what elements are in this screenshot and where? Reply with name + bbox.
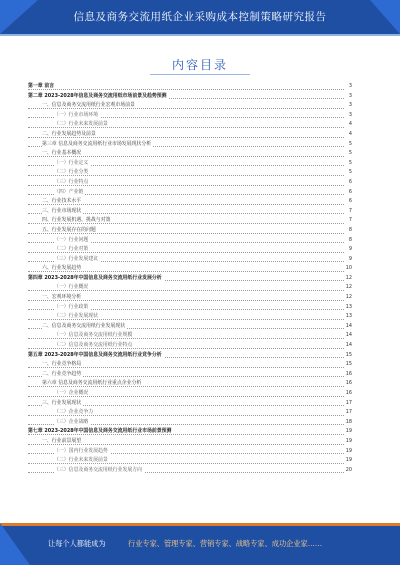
toc-entry-page: 8	[347, 226, 352, 236]
toc-entry[interactable]	[28, 322, 352, 332]
toc-entry-page: 3	[347, 111, 352, 121]
toc-dot-leader	[28, 290, 344, 291]
toc-dot-leader	[28, 434, 344, 435]
toc-dot-leader	[28, 175, 344, 176]
toc-entry-page: 5	[347, 140, 352, 150]
toc-entry-label: 一、宏观环境分析	[42, 294, 82, 301]
toc-entry-page: 6	[347, 178, 352, 188]
toc-entry-label: 六、行业发展趋势	[42, 265, 82, 272]
toc-entry-page: 15	[344, 360, 352, 370]
toc-entry-page: 19	[344, 437, 352, 447]
toc-entry-page: 5	[347, 159, 352, 169]
toc-entry[interactable]	[28, 341, 352, 351]
toc-entry[interactable]	[28, 82, 352, 92]
toc-entry-page: 19	[344, 447, 352, 457]
toc-entry-label: 第四章 2023-2028年中国信息及商务交流用纸行业发展分析	[28, 274, 162, 281]
toc-entry[interactable]	[28, 92, 352, 102]
toc-entry-page: 10	[344, 264, 352, 274]
toc-entry-page: 17	[344, 399, 352, 409]
toc-entry-label: 二、信息及商务交流用纸行业发展现状	[42, 322, 126, 329]
toc-entry[interactable]	[28, 456, 352, 466]
toc-entry[interactable]	[28, 331, 352, 341]
toc-entry-label: （二）行业未来发展前景	[54, 121, 108, 128]
toc-entry-page: 19	[344, 456, 352, 466]
toc-entry-label: 第三章 信息及商务交流用纸行业市场发展现状分析	[42, 140, 152, 147]
toc-entry-label: （一）企业概况	[54, 390, 89, 396]
header-underline	[0, 34, 400, 36]
toc-entry[interactable]	[28, 264, 352, 274]
toc-entry-page: 12	[344, 274, 352, 284]
toc-entry-label: 四、行业发展机遇、挑战与对策	[42, 217, 111, 224]
toc-entry-label: （三）信息及商务交流用纸行业发展方向	[54, 466, 143, 473]
toc-entry[interactable]	[28, 408, 352, 418]
toc-entry[interactable]	[28, 236, 352, 246]
toc-entry-label: 第六章 信息及商务交流用纸行业重点企业分析	[42, 380, 142, 387]
toc-entry[interactable]	[28, 312, 352, 322]
toc-entry-label: 五、行业发展存在的问题	[42, 226, 96, 233]
toc-entry-label: （四）产业链	[54, 188, 84, 195]
toc-entry[interactable]	[28, 178, 352, 188]
toc-dot-leader	[28, 271, 344, 272]
toc-entry-label: 一、行业基本概况	[42, 150, 82, 157]
toc-entry-label: （二）行业未来发展前景	[54, 457, 108, 464]
toc-entry-page: 3	[347, 82, 352, 92]
toc-entry-page: 9	[347, 255, 352, 265]
toc-heading-rule	[150, 74, 250, 75]
toc-entry[interactable]	[28, 427, 352, 437]
toc-entry[interactable]	[28, 197, 352, 207]
toc-entry[interactable]	[28, 360, 352, 370]
toc-entry-page: 16	[344, 379, 352, 389]
toc-entry-page: 13	[344, 303, 352, 313]
toc-dot-leader	[28, 89, 344, 90]
toc-entry-label: （一）行业概况	[54, 284, 89, 291]
toc-entry[interactable]	[28, 101, 352, 111]
toc-entry-label: （一）行业问题	[54, 236, 89, 243]
toc-dot-leader	[28, 223, 344, 224]
toc-entry-label: 二、行业技术水平	[42, 198, 82, 205]
toc-entry-page: 16	[344, 389, 352, 399]
toc-entry[interactable]	[28, 216, 352, 226]
toc-entry-page: 5	[347, 168, 352, 178]
toc-entry-page: 3	[347, 101, 352, 111]
toc-entry[interactable]	[28, 466, 352, 476]
header-band	[0, 0, 400, 34]
toc-entry-page: 7	[347, 216, 352, 226]
toc-entry-label: （一）信息及商务交流用纸行业规模	[54, 332, 133, 339]
toc-entry-page: 13	[344, 312, 352, 322]
toc-entry-label: （一）国内行业发展趋势	[54, 447, 108, 454]
toc-entry-page: 15	[344, 351, 352, 361]
toc-entry-label: 第五章 2023-2028年中国信息及商务交流用纸行业竞争分析	[28, 351, 162, 358]
toc-entry[interactable]	[28, 370, 352, 380]
toc-entry[interactable]	[28, 379, 352, 389]
toc-entry[interactable]	[28, 188, 352, 198]
footer-slogan: 让每个人都能成为	[48, 539, 106, 548]
toc-entry[interactable]	[28, 274, 352, 284]
toc-entry-page: 12	[344, 283, 352, 293]
toc-entry-page: 8	[347, 236, 352, 246]
toc-entry-page: 20	[344, 466, 352, 476]
footer-roles: 行业专家、管理专家、营销专家、战略专家、成功企业家……	[128, 539, 323, 548]
toc-entry[interactable]	[28, 418, 352, 428]
toc-entry-label: （二）企业竞争力	[54, 409, 94, 416]
toc-entry-page: 4	[347, 120, 352, 130]
toc-entry-page: 18	[344, 418, 352, 428]
toc-entry[interactable]	[28, 226, 352, 236]
toc-entry-label: 第七章 2023-2028年中国信息及商务交流用纸行业市场前景预测	[28, 428, 172, 435]
toc-entry-label: （二）行业发展现状	[54, 313, 99, 320]
toc-entry[interactable]	[28, 255, 352, 265]
toc-entry-label: 一、行业前景展望	[42, 437, 82, 444]
footer-accent-stripe	[0, 523, 400, 526]
toc-entry-label: 三、行业发展现状	[42, 399, 82, 406]
toc-entry[interactable]	[28, 159, 352, 169]
toc-entry[interactable]	[28, 399, 352, 409]
toc-entry-label: （三）行业发展建议	[54, 255, 99, 262]
toc-entry-page: 4	[347, 130, 352, 140]
report-title: 信息及商务交流用纸企业采购成本控制策略研究报告	[73, 11, 327, 23]
toc-entry-page: 16	[344, 370, 352, 380]
toc-entry[interactable]	[28, 140, 352, 150]
toc-entry-label: （二）行业分类	[54, 169, 89, 176]
toc-dot-leader	[28, 386, 344, 387]
toc-entry-label: （三）行业特点	[54, 178, 89, 185]
toc-entry[interactable]	[28, 168, 352, 178]
toc-entry[interactable]	[28, 130, 352, 140]
toc-entry-page: 19	[344, 427, 352, 437]
toc-entry-page: 6	[347, 188, 352, 198]
toc-entry-page: 9	[347, 245, 352, 255]
toc-entry[interactable]	[28, 447, 352, 457]
toc-entry-label: 二、行业竞争趋势	[42, 370, 82, 377]
toc-dot-leader	[28, 338, 344, 339]
toc-entry-page: 14	[344, 331, 352, 341]
toc-entry[interactable]	[28, 149, 352, 159]
toc-entry[interactable]	[28, 303, 352, 313]
toc-entry-page: 6	[347, 197, 352, 207]
footer-left-decoration	[0, 523, 30, 565]
toc-entry[interactable]	[28, 437, 352, 447]
toc-entry-page: 5	[347, 149, 352, 159]
toc-entry-page: 14	[344, 341, 352, 351]
toc-entry-page: 7	[347, 207, 352, 217]
toc-entry-page: 14	[344, 322, 352, 332]
toc-entry-label: （一）行业定义	[54, 159, 89, 166]
toc-entry-label: （三）企业战略	[54, 418, 89, 425]
toc-entry-label: （二）行业对策	[54, 246, 89, 253]
toc-entry-label: （一）行业政策	[54, 303, 89, 310]
footer-band	[0, 523, 400, 565]
toc-entry-label: 第一章 前言	[28, 83, 55, 89]
toc-entry-label: （二）信息及商务交流用纸行业特点	[54, 342, 133, 349]
toc-entry-label: 三、行业市场现状	[42, 207, 82, 214]
toc-entry-label: 二、行业发展趋势及前景	[42, 130, 96, 137]
toc-entry[interactable]	[28, 207, 352, 217]
toc-dot-leader	[28, 127, 344, 128]
table-of-contents	[28, 82, 352, 475]
toc-entry-label: 一、信息及商务交流用纸行业宏观市场前景	[42, 102, 135, 109]
toc-entry-page: 3	[347, 92, 352, 102]
toc-entry[interactable]	[28, 111, 352, 121]
toc-entry-page: 17	[344, 408, 352, 418]
toc-entry[interactable]	[28, 351, 352, 361]
toc-heading: 内容目录	[171, 58, 228, 72]
toc-entry[interactable]	[28, 245, 352, 255]
toc-entry-label: （一）行业市场环境	[54, 111, 99, 118]
toc-entry[interactable]	[28, 283, 352, 293]
toc-entry[interactable]	[28, 389, 352, 399]
toc-entry[interactable]	[28, 293, 352, 303]
toc-entry-page: 12	[344, 293, 352, 303]
toc-entry-label: 一、行业竞争格局	[42, 361, 82, 368]
toc-entry[interactable]	[28, 120, 352, 130]
toc-entry-label: 第二章 2023-2028年信息及商务交流用纸市场前景及趋势预测	[28, 92, 167, 99]
